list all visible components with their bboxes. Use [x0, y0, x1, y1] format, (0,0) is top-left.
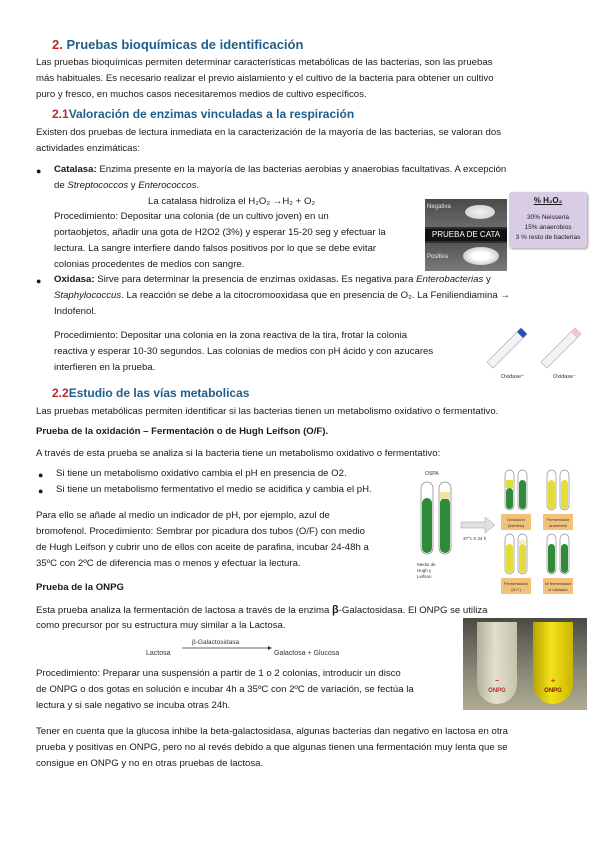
medium-label: Leifson	[417, 574, 432, 579]
medium-label: Medio de	[417, 562, 436, 567]
result-label: ni oxidador	[548, 587, 568, 592]
paragraph-line: Existen dos pruebas de lectura inmediata en la caracterización de la mayoría de las bacterias, se valoran dos	[36, 127, 502, 138]
procedure-line: de Hugh Leifson y cubrir uno de ellos con aceite de parafina, incubar 24-48h a	[36, 542, 369, 553]
result-tubes-af	[505, 534, 527, 574]
procedure-line: Procedimiento: Depositar una colonia (de un cultivo joven) en un	[54, 211, 329, 222]
note-line: prueba y positivas en ONPG, pero no al revés debido a que algunas tienen una fermentación muy lenta que se	[36, 742, 508, 753]
result-label: Ni fermentador	[544, 581, 572, 586]
result-label: Fermentador	[546, 517, 570, 522]
onpg-heading: Prueba de la ONPG	[36, 582, 124, 593]
note-line: Tener en cuenta que la glucosa inhibe la beta-galactosidasa, algunas bacterias dan negativo en lactosa en otra	[36, 726, 509, 737]
subsection-heading	[52, 107, 354, 121]
result-label: Oxidación	[507, 517, 525, 522]
text: Sirve para determinar la presencia de enzimas oxidasas. Es negativa para	[94, 274, 417, 285]
intro-line: Las pruebas bioquímicas permiten determinar características metabólicas de las bacterias, son las pruebas	[36, 57, 493, 68]
oxidasa-line	[54, 272, 491, 288]
catalasa-line	[54, 162, 506, 178]
tube-sign: +	[550, 678, 556, 685]
result-label: (Aerobio)	[507, 523, 525, 528]
incubation-label: 37°c X 24 h	[463, 536, 487, 541]
reaction-products: Galactosa + Glucosa	[274, 650, 340, 657]
subsection-title: Estudio de las vías metabolicas	[68, 386, 250, 400]
section-number: 2.	[52, 37, 63, 52]
onpg-line	[36, 602, 487, 619]
procedure-line: Para ello se añade al medio un indicador de pH, por ejemplo, azul de	[36, 510, 330, 521]
oxidasa-line: Indofenol.	[54, 306, 97, 317]
result-label: Fermentación	[503, 581, 529, 586]
oxidasa-line	[54, 288, 510, 304]
subsection-number: 2.1	[52, 107, 69, 121]
procedure-line: lectura. La sangre interfiere dando falsos positivos por lo que se debe evitar	[54, 243, 377, 254]
legend-line: 3 % resto de bacterias	[515, 234, 581, 241]
section-title: Pruebas bioquímicas de identificación	[66, 37, 304, 52]
photo-banner: PRUEBA DE CATA	[425, 229, 507, 241]
oxidase-negative-strip	[541, 328, 581, 368]
procedure-line: reactiva y esperar 10-30 segundos. Las colonias de medios con pH ácido y con azucares	[54, 346, 434, 357]
bullet-icon: ●	[36, 276, 42, 286]
strip-label: Oxidase⁻	[553, 374, 577, 380]
reaction-arrow-icon	[182, 646, 272, 650]
onpg-line: como precursor por su estructura muy similar a la Lactosa.	[36, 620, 286, 631]
result-tubes-none	[547, 534, 569, 574]
h2o2-legend-box	[509, 192, 587, 248]
oxidase-strips-figure	[483, 318, 589, 380]
procedure-line: colonias procedentes de medios con sangre.	[54, 259, 245, 270]
photo-label-negative: Negativa	[427, 204, 451, 210]
hugh-leifson-figure	[415, 468, 590, 596]
procedure-line: 35ºC con 2ºC de diferencia mas o menos y efectuar la lectura.	[36, 558, 301, 569]
strip-label: Oxidase⁺	[501, 374, 525, 380]
tube-label: ONPG	[544, 688, 562, 694]
genus: Streptococcos	[67, 180, 129, 191]
bullet-icon: ●	[38, 486, 44, 496]
arrow-icon	[461, 517, 495, 533]
legend-title: % H₂O₂	[533, 196, 563, 205]
text: -Galactosidasa. El ONPG se utiliza	[338, 605, 488, 616]
onpg-test-photo	[463, 618, 587, 710]
procedure-line: interfieren en la prueba.	[54, 362, 156, 373]
bullet-icon: ●	[38, 470, 44, 480]
onpg-reaction	[140, 636, 370, 660]
result-tubes-oxidation	[505, 470, 527, 510]
legend-line: 30% Neisseria	[527, 214, 569, 221]
section-heading	[52, 37, 303, 52]
bullet-text: Si tiene un metabolismo fermentativo el medio se acidifica y cambia el pH.	[56, 484, 372, 495]
genus: Enterobacterias	[416, 274, 484, 285]
oxidase-positive-strip	[487, 328, 527, 368]
procedure-line: portaobjetos, añadir una gota de H2O2 (3%) y esperar 15-20 seg y efectuar la	[54, 227, 386, 238]
subsection-title: Valoración de enzimas vinculadas a la respiración	[68, 107, 355, 121]
bullet-text: Si tiene un metabolismo oxidativo cambia el pH en presencia de O2.	[56, 468, 347, 479]
result-label: anaerobio	[549, 523, 567, 528]
initial-tubes	[421, 482, 451, 554]
catalasa-label: Catalasa:	[54, 164, 97, 175]
catalase-test-photo	[425, 199, 507, 271]
paragraph-line: A través de esta prueba se analiza si la bacteria tiene un metabolismo oxidativo o fermentativo:	[36, 448, 441, 459]
hugh-heading: Prueba de la oxidación – Fermentación o de Hugh Leifson (O/F).	[36, 426, 329, 437]
paragraph-line: Las pruebas metabólicas permiten identificar si las bacterias tienen un metabolismo oxidativo o fermentativo.	[36, 406, 499, 417]
oxidasa-label: Oxidasa:	[54, 274, 95, 285]
catalasa-line	[54, 178, 199, 194]
procedure-line: Procedimiento: Depositar una colonia en la zona reactiva de la tira, frotar la colonia	[54, 330, 408, 341]
paragraph-line: actividades enzimáticas:	[36, 143, 140, 154]
tube-sign: −	[494, 678, 500, 685]
intro-line: puro y fresco, en muchos casos necesitaremos medios de cultivo específicos.	[36, 89, 367, 100]
catalasa-text: Enzima presente en la mayoría de las bacterias aerobias y anaerobias facultativas. A excepción	[96, 164, 507, 175]
procedure-line: de ONPG o dos gotas en solución e incubar 4h a 35ºC con 2ºC de variación, se fectúa la	[36, 684, 414, 695]
reaction-substrate: Lactosa	[146, 650, 171, 657]
note-line: consigue en ONPG y no en otras pruebas de lactosa.	[36, 758, 264, 769]
subsection-number: 2.2	[52, 386, 69, 400]
intro-line: más habituales. Es necesario realizar el previo aislamiento y el cultivo de la bacteria para obtener un cultivo	[36, 73, 494, 84]
text: .	[196, 180, 200, 191]
text: de	[54, 180, 68, 191]
genus: Enterococcos	[138, 180, 197, 191]
siembra-label: OSPA	[425, 471, 439, 477]
reaction-enzyme: β-Galactosidasa	[192, 639, 240, 646]
text: Esta prueba analiza la fermentación de lactosa a través de la enzima	[36, 605, 332, 616]
beta-symbol: β	[331, 604, 339, 616]
procedure-line: bromofenol. Procedimiento: Sembrar por picadura dos tubos (O/F) con medio	[36, 526, 366, 537]
subsection-heading	[52, 386, 249, 400]
text: y	[483, 274, 491, 285]
medium-label: Hugh y	[417, 568, 432, 573]
photo-label-positive: Positiva	[427, 254, 449, 260]
text: . La reacción se debe a la citocromooxidasa que en presencia de O₂. La Feniliendiamina →	[121, 290, 510, 301]
procedure-line: Procedimiento: Preparar una suspensión a partir de 1 o 2 colonias, introducir un disco	[36, 668, 401, 679]
text: y	[128, 180, 139, 191]
result-label: (A.F.)	[511, 587, 521, 592]
legend-line: 15% anaerobios	[524, 224, 572, 231]
bullet-icon: ●	[36, 166, 42, 176]
tube-label: ONPG	[488, 688, 506, 694]
result-tubes-fermenter	[547, 470, 569, 510]
procedure-line: lectura y si sale negativo se incuba otras 24h.	[36, 700, 231, 711]
genus: Staphylococcus	[54, 290, 122, 301]
catalasa-reaction: La catalasa hidroliza el H₂O₂ →H₂ + O₂	[148, 196, 316, 207]
